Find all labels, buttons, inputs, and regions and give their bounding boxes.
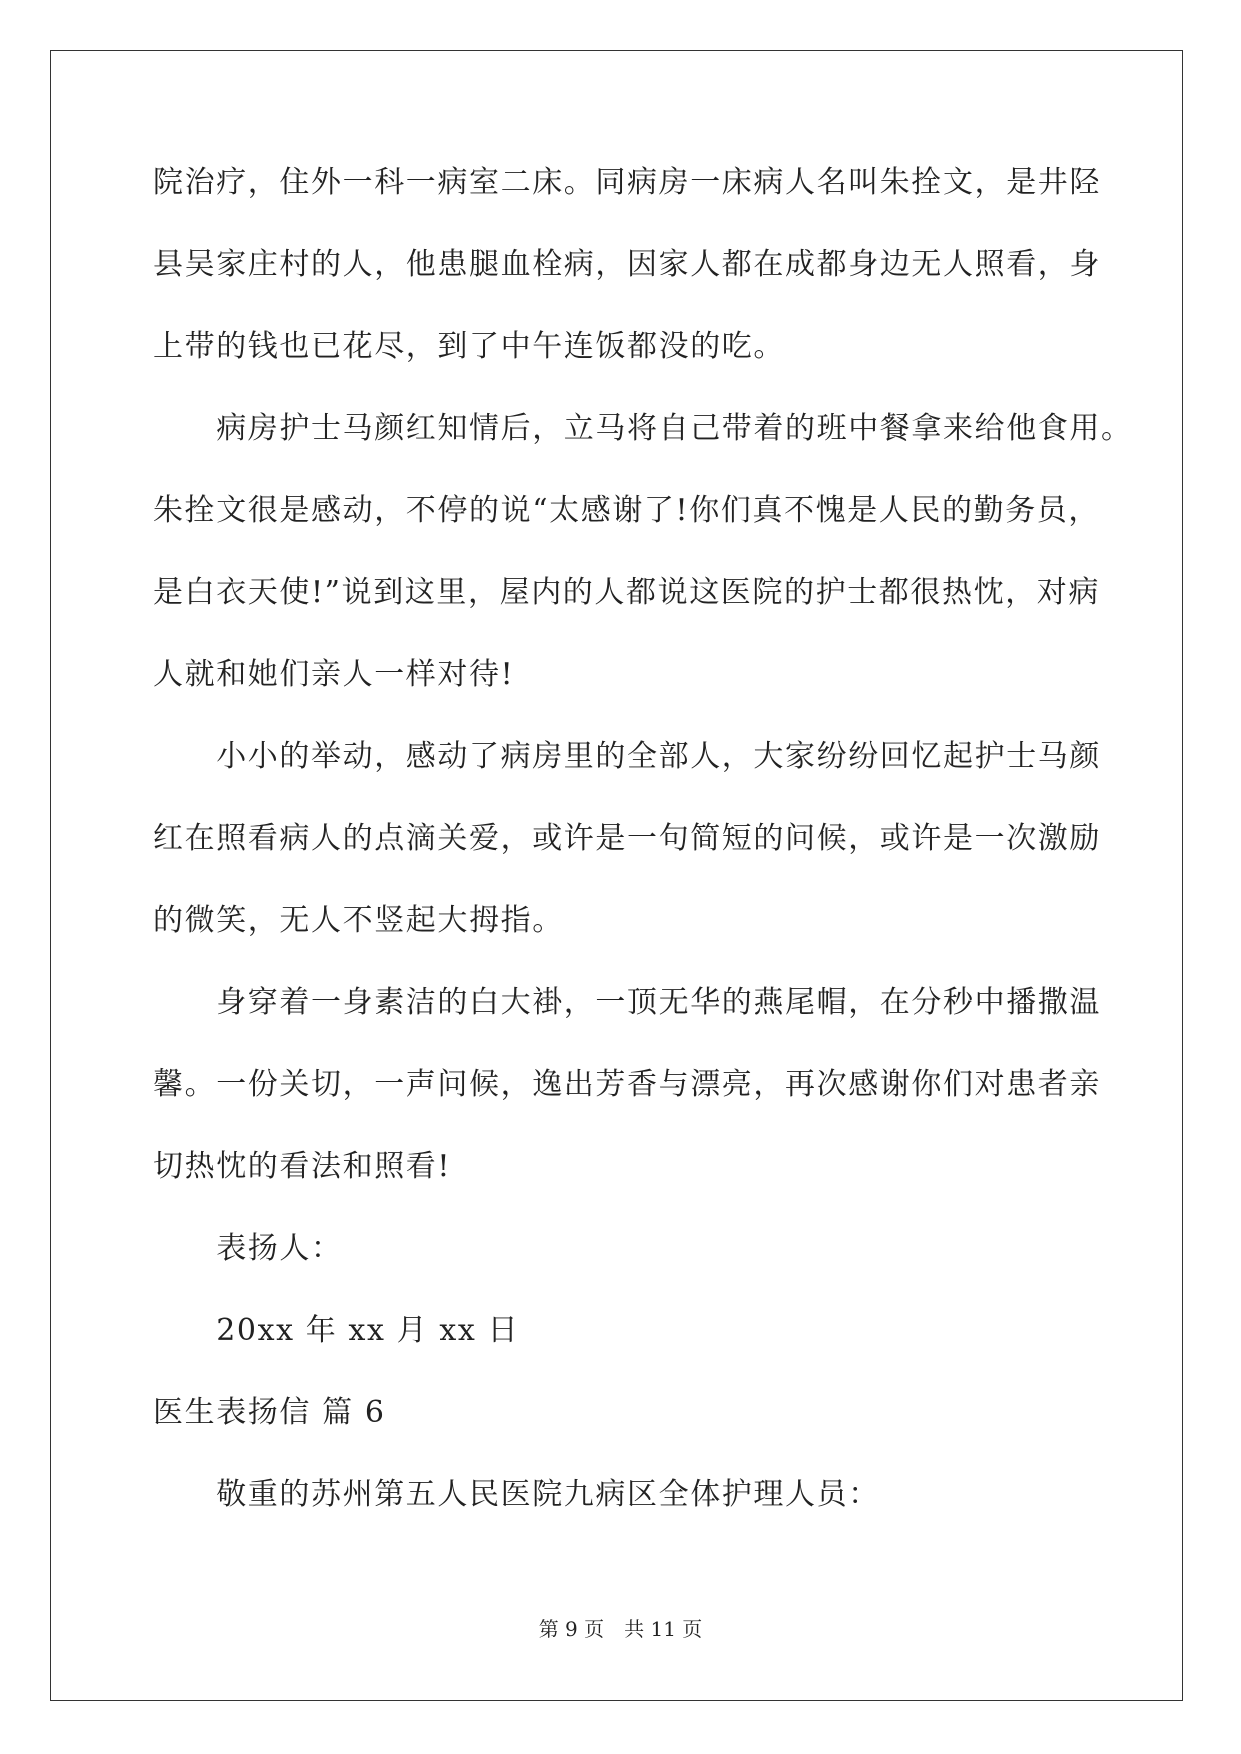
text-line: 人就和她们亲人一样对待! [153,657,515,692]
text-line: 上带的钱也已花尽，到了中午连饭都没的吃。 [153,329,785,364]
text-line: 小小的举动，感动了病房里的全部人，大家纷纷回忆起护士马颜 [153,739,1101,774]
text-line: 院治疗，住外一科一病室二床。同病房一床病人名叫朱拴文，是井陉 [153,165,1101,200]
text-line: 朱拴文很是感动，不停的说“太感谢了!你们真不愧是人民的勤务员， [153,493,1100,528]
text-line: 切热忱的看法和照看! [153,1149,452,1184]
text-line: 红在照看病人的点滴关爱，或许是一句简短的问候，或许是一次激励 [153,821,1101,856]
text-line: 病房护士马颜红知情后，立马将自己带着的班中餐拿来给他食用。 [153,411,1133,446]
text-line: 身穿着一身素洁的白大褂，一顶无华的燕尾帽，在分秒中播撒温 [153,985,1101,1020]
text-line: 是白衣天使!”说到这里，屋内的人都说这医院的护士都很热忱，对病 [153,575,1100,610]
section-heading: 医生表扬信 篇 6 [153,1395,386,1430]
text-line: 馨。一份关切，一声问候，逸出芳香与漂亮，再次感谢你们对患者亲 [153,1067,1101,1102]
salutation: 敬重的苏州第五人民医院九病区全体护理人员： [153,1477,880,1512]
signer-label: 表扬人： [153,1231,343,1266]
text-line: 县吴家庄村的人，他患腿血栓病，因家人都在成都身边无人照看，身 [153,247,1101,282]
page-number: 第 9 页 共 11 页 [538,1617,703,1641]
text-line: 的微笑，无人不竖起大拇指。 [153,903,564,938]
date-line: 20xx 年 xx 月 xx 日 [153,1313,520,1348]
document-body [153,162,1133,1556]
